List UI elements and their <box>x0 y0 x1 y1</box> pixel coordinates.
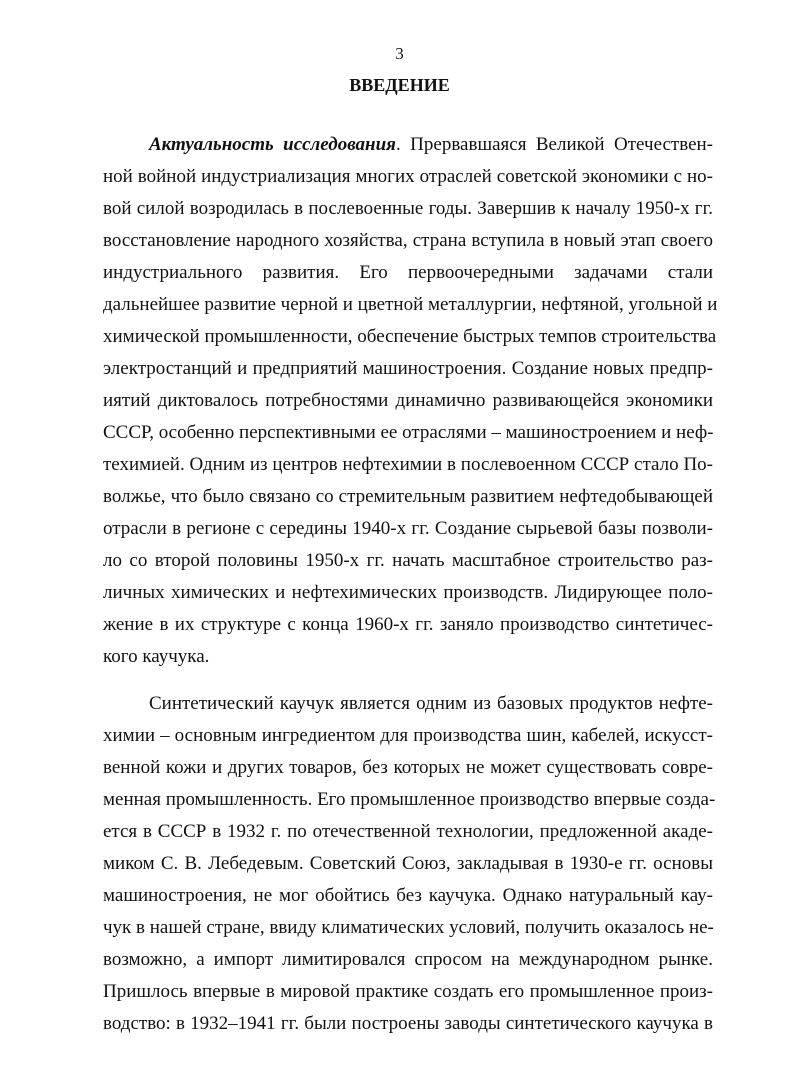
paragraph-line: Синтетический каучук является одним из базовых продуктов нефте- <box>149 693 713 714</box>
paragraph-line: Пришлось впервые в мировой практике создать его промышленное произ- <box>103 981 713 1002</box>
paragraph-line: химии – основным ингредиентом для производства шин, кабелей, искусст- <box>103 725 713 746</box>
paragraph-lead: Актуальность исследования <box>149 134 396 155</box>
paragraph-line: ется в СССР в 1932 г. по отечественной технологии, предложенной акаде- <box>103 821 713 842</box>
paragraph-line: отрасли в регионе с середины 1940-х гг. Создание сырьевой базы позволи- <box>103 518 713 539</box>
paragraph-line: чук в нашей стране, ввиду климатических условий, получить оказалось не- <box>103 917 714 938</box>
paragraph-line: машиностроения, не мог обойтись без каучука. Однако натуральный кау- <box>103 885 713 906</box>
paragraph-line: миком С. В. Лебедевым. Советский Союз, закладывая в 1930-е гг. основы <box>103 853 713 874</box>
paragraph-line: волжье, что было связано со стремительным развитием нефтедобывающей <box>103 486 713 507</box>
paragraph-line: СССР, особенно перспективными ее отраслями – машиностроением и неф- <box>103 422 714 443</box>
paragraph-gap <box>103 673 713 688</box>
paragraph-line: личных химических и нефтехимических производств. Лидирующее поло- <box>103 582 713 603</box>
paragraph-line: венной кожи и других товаров, без которых не может существовать совре- <box>103 757 713 778</box>
paragraph-line: ной войной индустриализация многих отраслей советской экономики с но- <box>103 166 713 187</box>
paragraph-line: возможно, а импорт лимитировался спросом на международном рынке. <box>103 949 713 970</box>
paragraph-line: вой силой возродилась в послевоенные годы. Завершив к началу 1950-х гг. <box>103 198 713 219</box>
paragraph-line: электростанций и предприятий машиностроения. Создание новых предпр- <box>103 358 713 379</box>
paragraph-line: водство: в 1932–1941 гг. были построены заводы синтетического каучука в <box>103 1013 713 1034</box>
paragraph-line: кого каучука. <box>103 646 210 667</box>
paragraph-line: ло со второй половины 1950-х гг. начать масштабное строительство раз- <box>103 550 713 571</box>
paragraph-line: восстановление народного хозяйства, страна вступила в новый этап своего <box>103 230 713 251</box>
paragraph-line: жение в их структуре с конца 1960-х гг. заняло производство синтетичес- <box>103 614 713 635</box>
paragraph-line: менная промышленность. Его промышленное производство впервые созда- <box>103 789 716 810</box>
paragraph-line: химической промышленности, обеспечение быстрых темпов строительства <box>103 326 717 347</box>
section-heading: ВВЕДЕНИЕ <box>349 75 450 95</box>
paragraph-line: техимией. Одним из центров нефтехимии в послевоенном СССР стало По- <box>103 454 713 475</box>
paragraph-line: иятий диктовалось потребностями динамично развивающейся экономики <box>103 390 713 411</box>
paragraph-line: индустриального развития. Его первоочередными задачами стали <box>103 262 713 283</box>
body-text <box>103 129 718 1040</box>
paragraph-line: Актуальность исследования. Прервавшаяся Великой Отечествен- <box>149 134 714 155</box>
page-number: 3 <box>395 44 404 63</box>
paragraph-line: дальнейшее развитие черной и цветной металлургии, нефтяной, угольной и <box>103 294 718 315</box>
